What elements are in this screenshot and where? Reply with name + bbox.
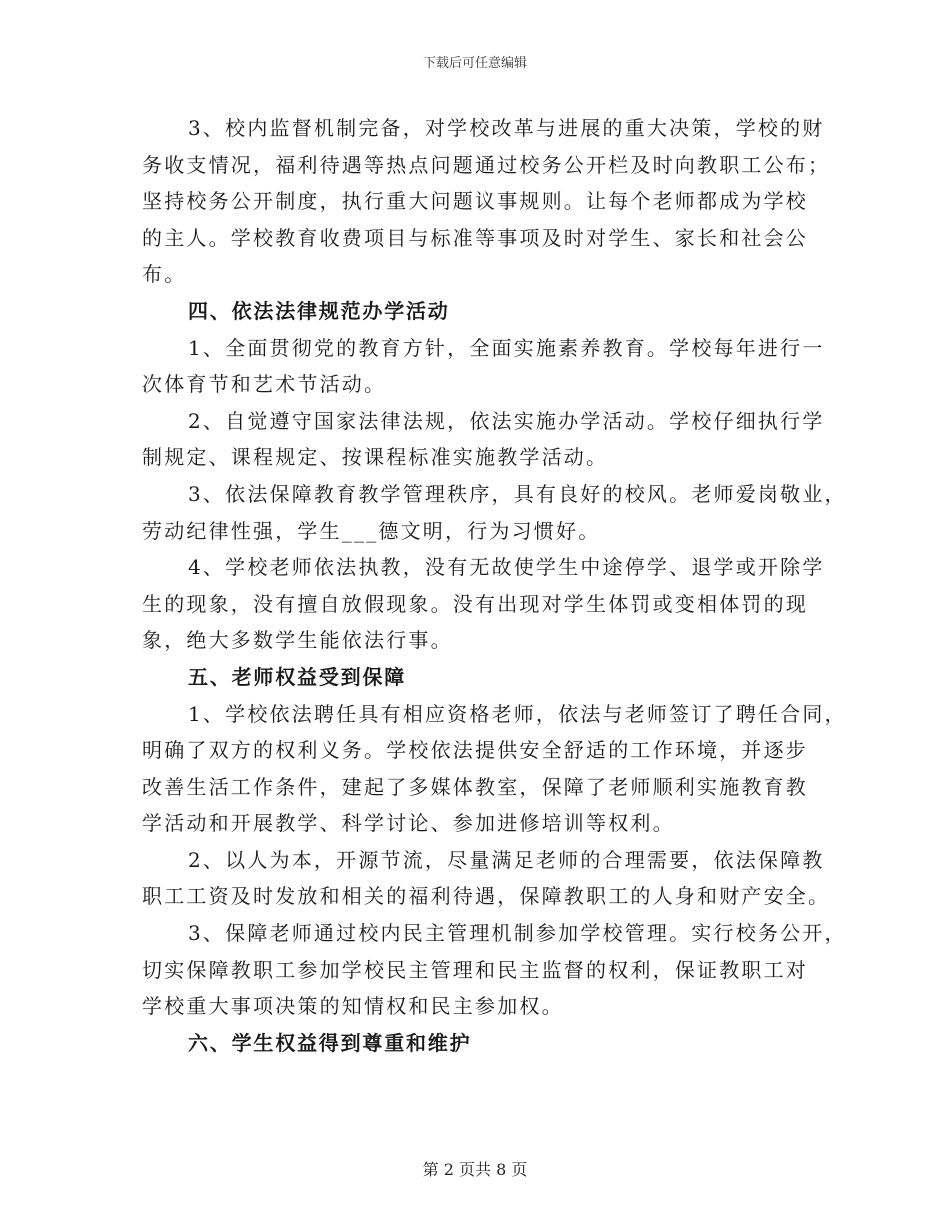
document-body [142, 110, 847, 1061]
paragraph-line: 改善生活工作条件，建起了多媒体教室，保障了老师顺利实施教育教 [142, 774, 808, 799]
paragraph-line: 学校重大事项决策的知情权和民主参加权。 [142, 994, 564, 1019]
paragraph-line: 职工工资及时发放和相关的福利待遇，保障教职工的人身和财产安全。 [142, 884, 831, 909]
paragraph-line: 象，绝大多数学生能依法行事。 [142, 628, 453, 653]
paragraph-line: 布。 [142, 262, 187, 287]
page-footer: 第 2 页共 8 页 [422, 1160, 528, 1179]
paragraph-line: 务收支情况，福利待遇等热点问题通过校务公开栏及时向教职工公布； [142, 152, 831, 177]
paragraph-line: 3、校内监督机制完备，对学校改革与进展的重大决策，学校的财 [188, 116, 825, 140]
paragraph-line: 切实保障教职工参加学校民主管理和民主监督的权利，保证教职工对 [142, 957, 808, 982]
paragraph-line: 3、保障老师通过校内民主管理机制参加学校管理。实行校务公开， [188, 921, 847, 946]
paragraph-line: 3、依法保障教育教学管理秩序，具有良好的校风。老师爱岗敬业， [188, 481, 847, 506]
paragraph-line: 劳动纪律性强，学生___德文明，行为习惯好。 [142, 518, 601, 543]
section-heading: 六、学生权益得到尊重和维护 [188, 1030, 472, 1055]
paragraph-line: 制规定、课程规定、按课程标准实施教学活动。 [142, 445, 609, 470]
paragraph-line: 次体育节和艺术节活动。 [142, 372, 387, 397]
section-heading: 五、老师权益受到保障 [188, 664, 406, 689]
paragraph-line: 1、全面贯彻党的教育方针，全面实施素养教育。学校每年进行一 [188, 335, 825, 360]
paragraph-line: 2、以人为本，开源节流，尽量满足老师的合理需要，依法保障教 [188, 847, 825, 872]
section-heading: 四、依法法律规范办学活动 [188, 298, 450, 323]
paragraph-line: 的主人。学校教育收费项目与标准等事项及时对学生、家长和社会公 [142, 225, 808, 250]
paragraph-line: 学活动和开展教学、科学讨论、参加进修培训等权利。 [142, 811, 675, 836]
paragraph-line: 坚持校务公开制度，执行重大问题议事规则。让每个老师都成为学校 [142, 189, 808, 214]
page-header: 下载后可任意编辑 [422, 56, 527, 71]
paragraph-line: 2、自觉遵守国家法律法规，依法实施办学活动。学校仔细执行学 [188, 408, 825, 433]
paragraph-line: 4、学校老师依法执教，没有无故使学生中途停学、退学或开除学 [188, 555, 825, 580]
paragraph-line: 1、学校依法聘任具有相应资格老师，依法与老师签订了聘任合同， [188, 701, 847, 726]
paragraph-line: 生的现象，没有擅自放假现象。没有出现对学生体罚或变相体罚的现 [142, 591, 808, 616]
paragraph-line: 明确了双方的权利义务。学校依法提供安全舒适的工作环境，并逐步 [142, 738, 808, 763]
